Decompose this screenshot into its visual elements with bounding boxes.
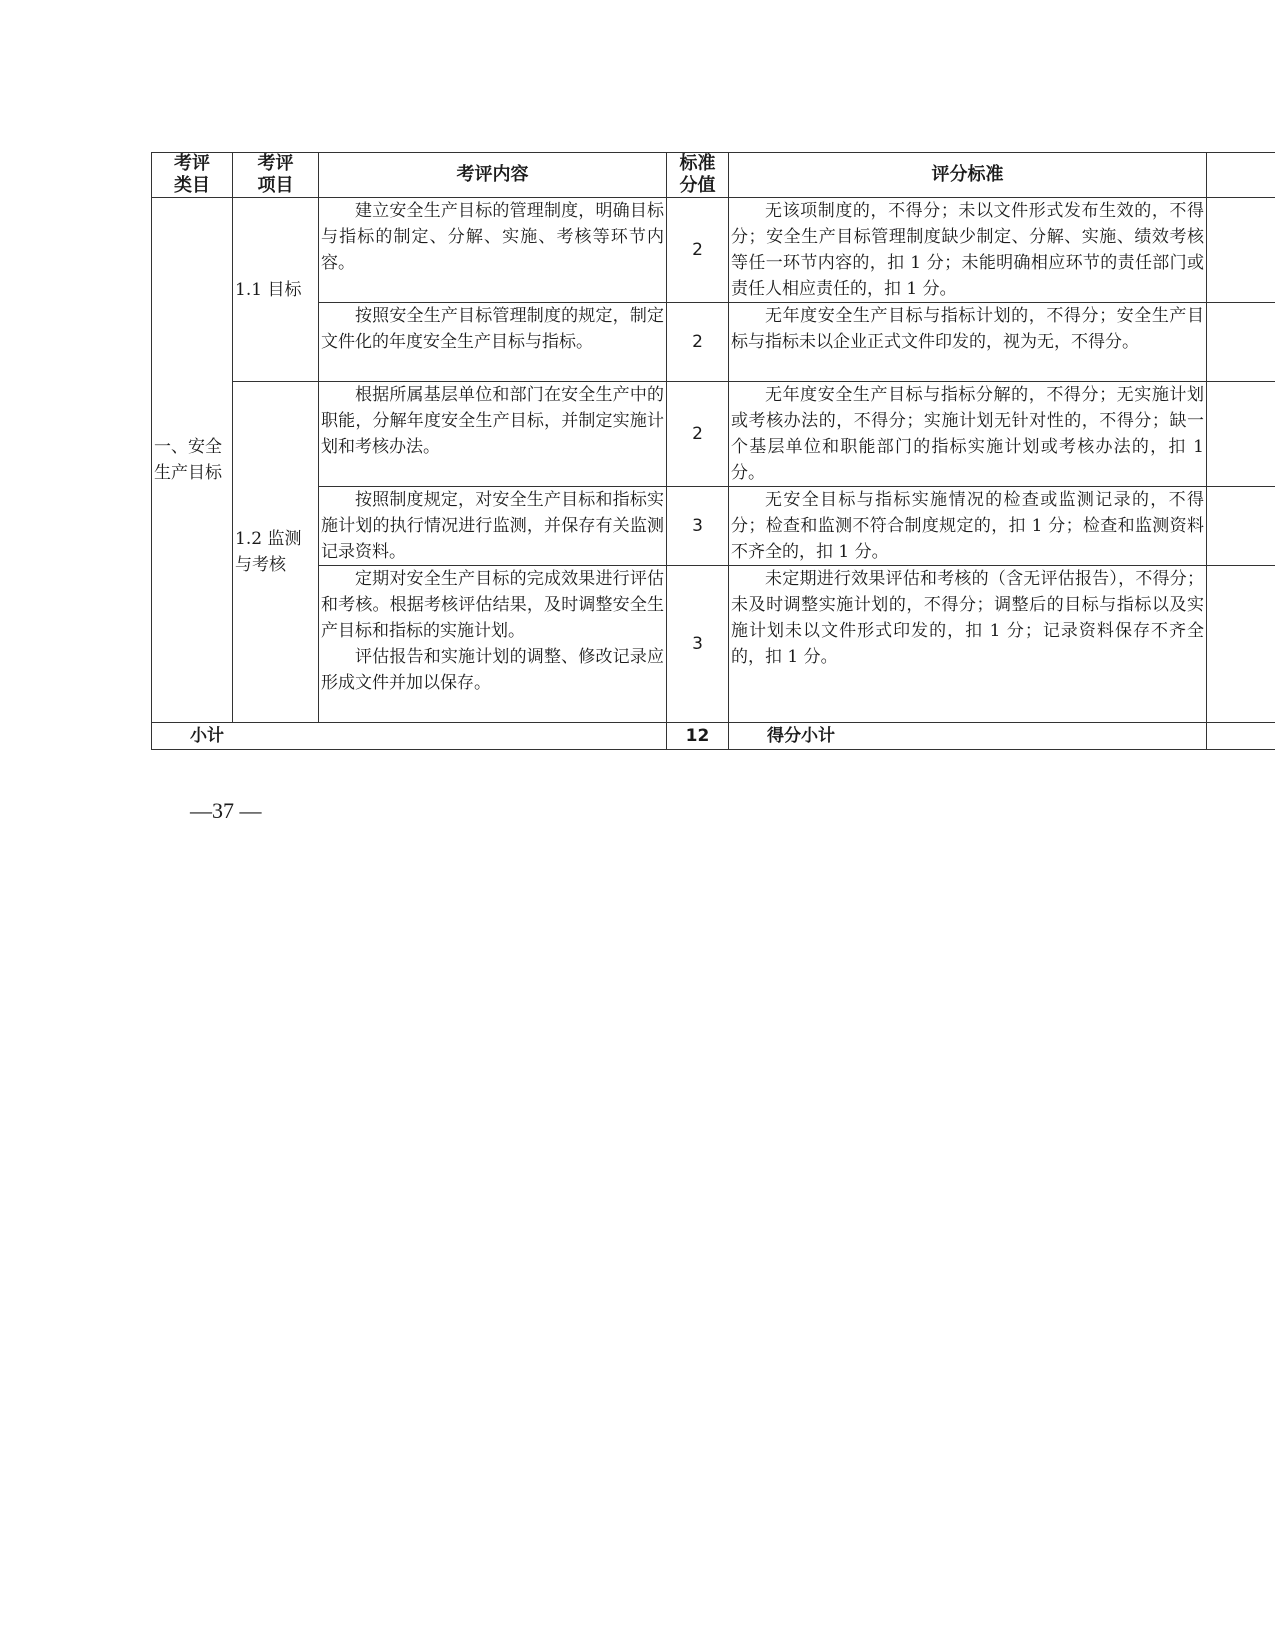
table-row — [152, 382, 1275, 487]
criteria-cell: 无安全目标与指标实施情况的检查或监测记录的，不得分；检查和监测不符合制度规定的，扣 1 分；检查和监测资料不齐全的，扣 1 分。 — [729, 487, 1207, 566]
table-row — [152, 487, 1275, 566]
score-cell: 2 — [667, 382, 729, 487]
header-content: 考评内容 — [319, 153, 667, 198]
header-extra — [1207, 153, 1275, 198]
item-cell-monitoring: 1.2 监测与考核 — [233, 382, 319, 723]
criteria-cell: 未定期进行效果评估和考核的（含无评估报告），不得分；未及时调整实施计划的，不得分；调整后的目标与指标以及实施计划未以文件形式印发的，扣 1 分；记录资料保存不齐全的，扣 1 分。 — [729, 566, 1207, 723]
criteria-cell: 无年度安全生产目标与指标分解的，不得分；无实施计划或考核办法的，不得分；实施计划无针对性的，不得分；缺一个基层单位和职能部门的指标实施计划或考核办法的，扣 1 分。 — [729, 382, 1207, 487]
header-score: 标准 分值 — [667, 153, 729, 198]
header-criteria: 评分标准 — [729, 153, 1207, 198]
page-number: —37 — — [190, 798, 262, 823]
content-cell: 按照制度规定，对安全生产目标和指标实施计划的执行情况进行监测，并保存有关监测记录资料。 — [319, 487, 667, 566]
category-cell: 一、安全生产目标 — [152, 198, 233, 723]
extra-cell — [1207, 198, 1275, 303]
subtotal-score-label: 得分小计 — [729, 723, 1207, 750]
item-cell-targets: 1.1 目标 — [233, 198, 319, 382]
subtotal-label: 小计 — [152, 723, 667, 750]
score-cell: 3 — [667, 487, 729, 566]
extra-cell — [1207, 566, 1275, 723]
extra-cell — [1207, 382, 1275, 487]
subtotal-score: 12 — [667, 723, 729, 750]
score-cell: 3 — [667, 566, 729, 723]
content-cell: 建立安全生产目标的管理制度，明确目标与指标的制定、分解、实施、考核等环节内容。 — [319, 198, 667, 303]
table-row — [152, 198, 1275, 303]
extra-cell — [1207, 723, 1275, 750]
criteria-cell: 无该项制度的，不得分；未以文件形式发布生效的，不得分；安全生产目标管理制度缺少制定、分解、实施、绩效考核等任一环节内容的，扣 1 分；未能明确相应环节的责任部门或责任人相应责任的，扣 1 分。 — [729, 198, 1207, 303]
table-header-row — [152, 153, 1275, 198]
header-category: 考评 类目 — [152, 153, 233, 198]
header-item: 考评 项目 — [233, 153, 319, 198]
score-cell: 2 — [667, 303, 729, 382]
score-cell: 2 — [667, 198, 729, 303]
evaluation-table — [151, 152, 1275, 750]
table-row — [152, 566, 1275, 723]
extra-cell — [1207, 487, 1275, 566]
evaluation-table-sheet — [151, 152, 1275, 750]
criteria-cell: 无年度安全生产目标与指标计划的，不得分；安全生产目标与指标未以企业正式文件印发的，视为无，不得分。 — [729, 303, 1207, 382]
subtotal-row — [152, 723, 1275, 750]
content-cell: 根据所属基层单位和部门在安全生产中的职能，分解年度安全生产目标，并制定实施计划和考核办法。 — [319, 382, 667, 487]
content-cell: 定期对安全生产目标的完成效果进行评估和考核。根据考核评估结果，及时调整安全生产目标和指标的实施计划。 评估报告和实施计划的调整、修改记录应形成文件并加以保存。 — [319, 566, 667, 723]
table-row — [152, 303, 1275, 382]
extra-cell — [1207, 303, 1275, 382]
content-cell: 按照安全生产目标管理制度的规定，制定文件化的年度安全生产目标与指标。 — [319, 303, 667, 382]
